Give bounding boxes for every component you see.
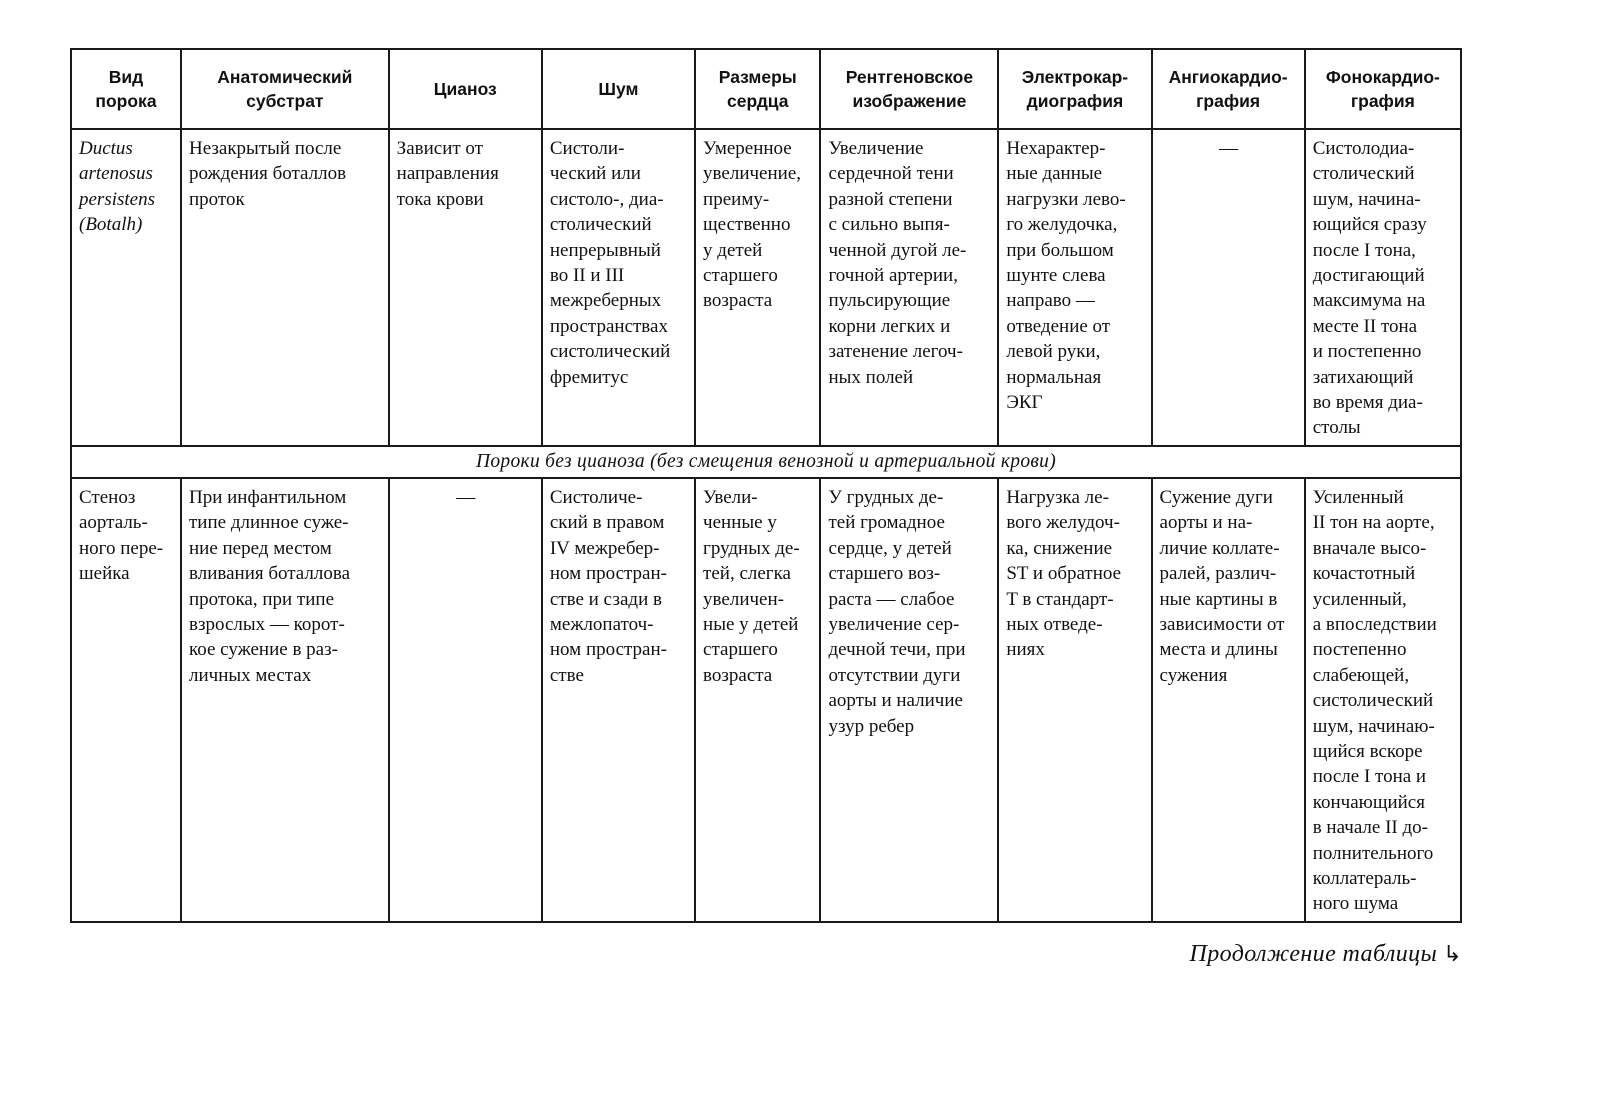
cell-angiocardiography: Сужение дуги аорты и на- личие коллате- ралей, различ- ные картины в зависимости от места и длины сужения [1152, 478, 1305, 922]
cell-heart-size: Увели- ченные у грудных де- тей, слегка увеличен- ные у детей старшего возраста [695, 478, 820, 922]
cell-phonocardiography: Усиленный II тон на аорте, вначале высо- кочастотный усиленный, а впоследствии постепенно слабеющей, систолический шум, начинаю- щийся вскоре после I тона и кончающийся в начале II до- полнительного коллатераль- ного шума [1305, 478, 1461, 922]
cell-murmur: Систоличе- ский в правом IV межребер- ном простран- стве и сзади в межлопаточ- ном простран- стве [542, 478, 695, 922]
header-phonocardiography: Фонокардио- графия [1305, 49, 1461, 129]
header-cyanosis: Цианоз [389, 49, 542, 129]
turn-right-arrow-icon: ↳ [1443, 942, 1462, 967]
header-murmur: Шум [542, 49, 695, 129]
table-row [71, 129, 1461, 446]
cell-anatomic-substrate: При инфантильном типе длинное суже- ние перед местом вливания боталлова протока, при типе взрослых — корот- кое сужение в раз- личных местах [181, 478, 389, 922]
header-defect-type: Вид порока [71, 49, 181, 129]
section-title: Пороки без цианоза (без смещения венозной и артериальной крови) [71, 446, 1461, 478]
cell-defect-type: Ductus artenosus persistens (Botalh) [71, 129, 181, 446]
section-row [71, 446, 1461, 478]
congenital-defects-table [70, 48, 1462, 923]
cell-anatomic-substrate: Незакрытый после рождения боталлов проток [181, 129, 389, 446]
header-anatomic-substrate: Анатомический субстрат [181, 49, 389, 129]
cell-murmur: Систоли- ческий или систоло-, диа- столический непрерывный во II и III межреберных пространствах систолический фремитус [542, 129, 695, 446]
cell-cyanosis: Зависит от направления тока крови [389, 129, 542, 446]
cell-xray: У грудных де- тей громадное сердце, у детей старшего воз- раста — слабое увеличение сер- дечной течи, при отсутствии дуги аорты и наличие узур ребер [820, 478, 998, 922]
cell-xray: Увеличение сердечной тени разной степени с сильно выпя- ченной дугой ле- гочной артерии, пульсирующие корни легких и затенение легоч- ных полей [820, 129, 998, 446]
continuation-note [1189, 941, 1462, 968]
header-heart-size: Размеры сердца [695, 49, 820, 129]
header-angiocardiography: Ангиокардио- графия [1152, 49, 1305, 129]
document-page [70, 48, 1462, 923]
cell-angiocardiography: — [1152, 129, 1305, 446]
header-ecg: Электрокар- диография [998, 49, 1151, 129]
cell-heart-size: Умеренное увеличение, преиму- щественно у детей старшего возраста [695, 129, 820, 446]
header-row [71, 49, 1461, 129]
header-xray: Рентгеновское изображение [820, 49, 998, 129]
cell-phonocardiography: Систолодиа- столический шум, начина- ющийся сразу после I тона, достигающий максимума на месте II тона и постепенно затихающий во время диа- столы [1305, 129, 1461, 446]
cell-ecg: Нехарактер- ные данные нагрузки лево- го желудочка, при большом шунте слева направо — отведение от левой руки, нормальная ЭКГ [998, 129, 1151, 446]
cell-defect-type: Стеноз аорталь- ного пере- шейка [71, 478, 181, 922]
cell-cyanosis: — [389, 478, 542, 922]
continuation-label: Продолжение таблицы [1189, 941, 1438, 967]
cell-ecg: Нагрузка ле- вого желудоч- ка, снижение ST и обратное T в стандарт- ных отведе- ниях [998, 478, 1151, 922]
table-row [71, 478, 1461, 922]
